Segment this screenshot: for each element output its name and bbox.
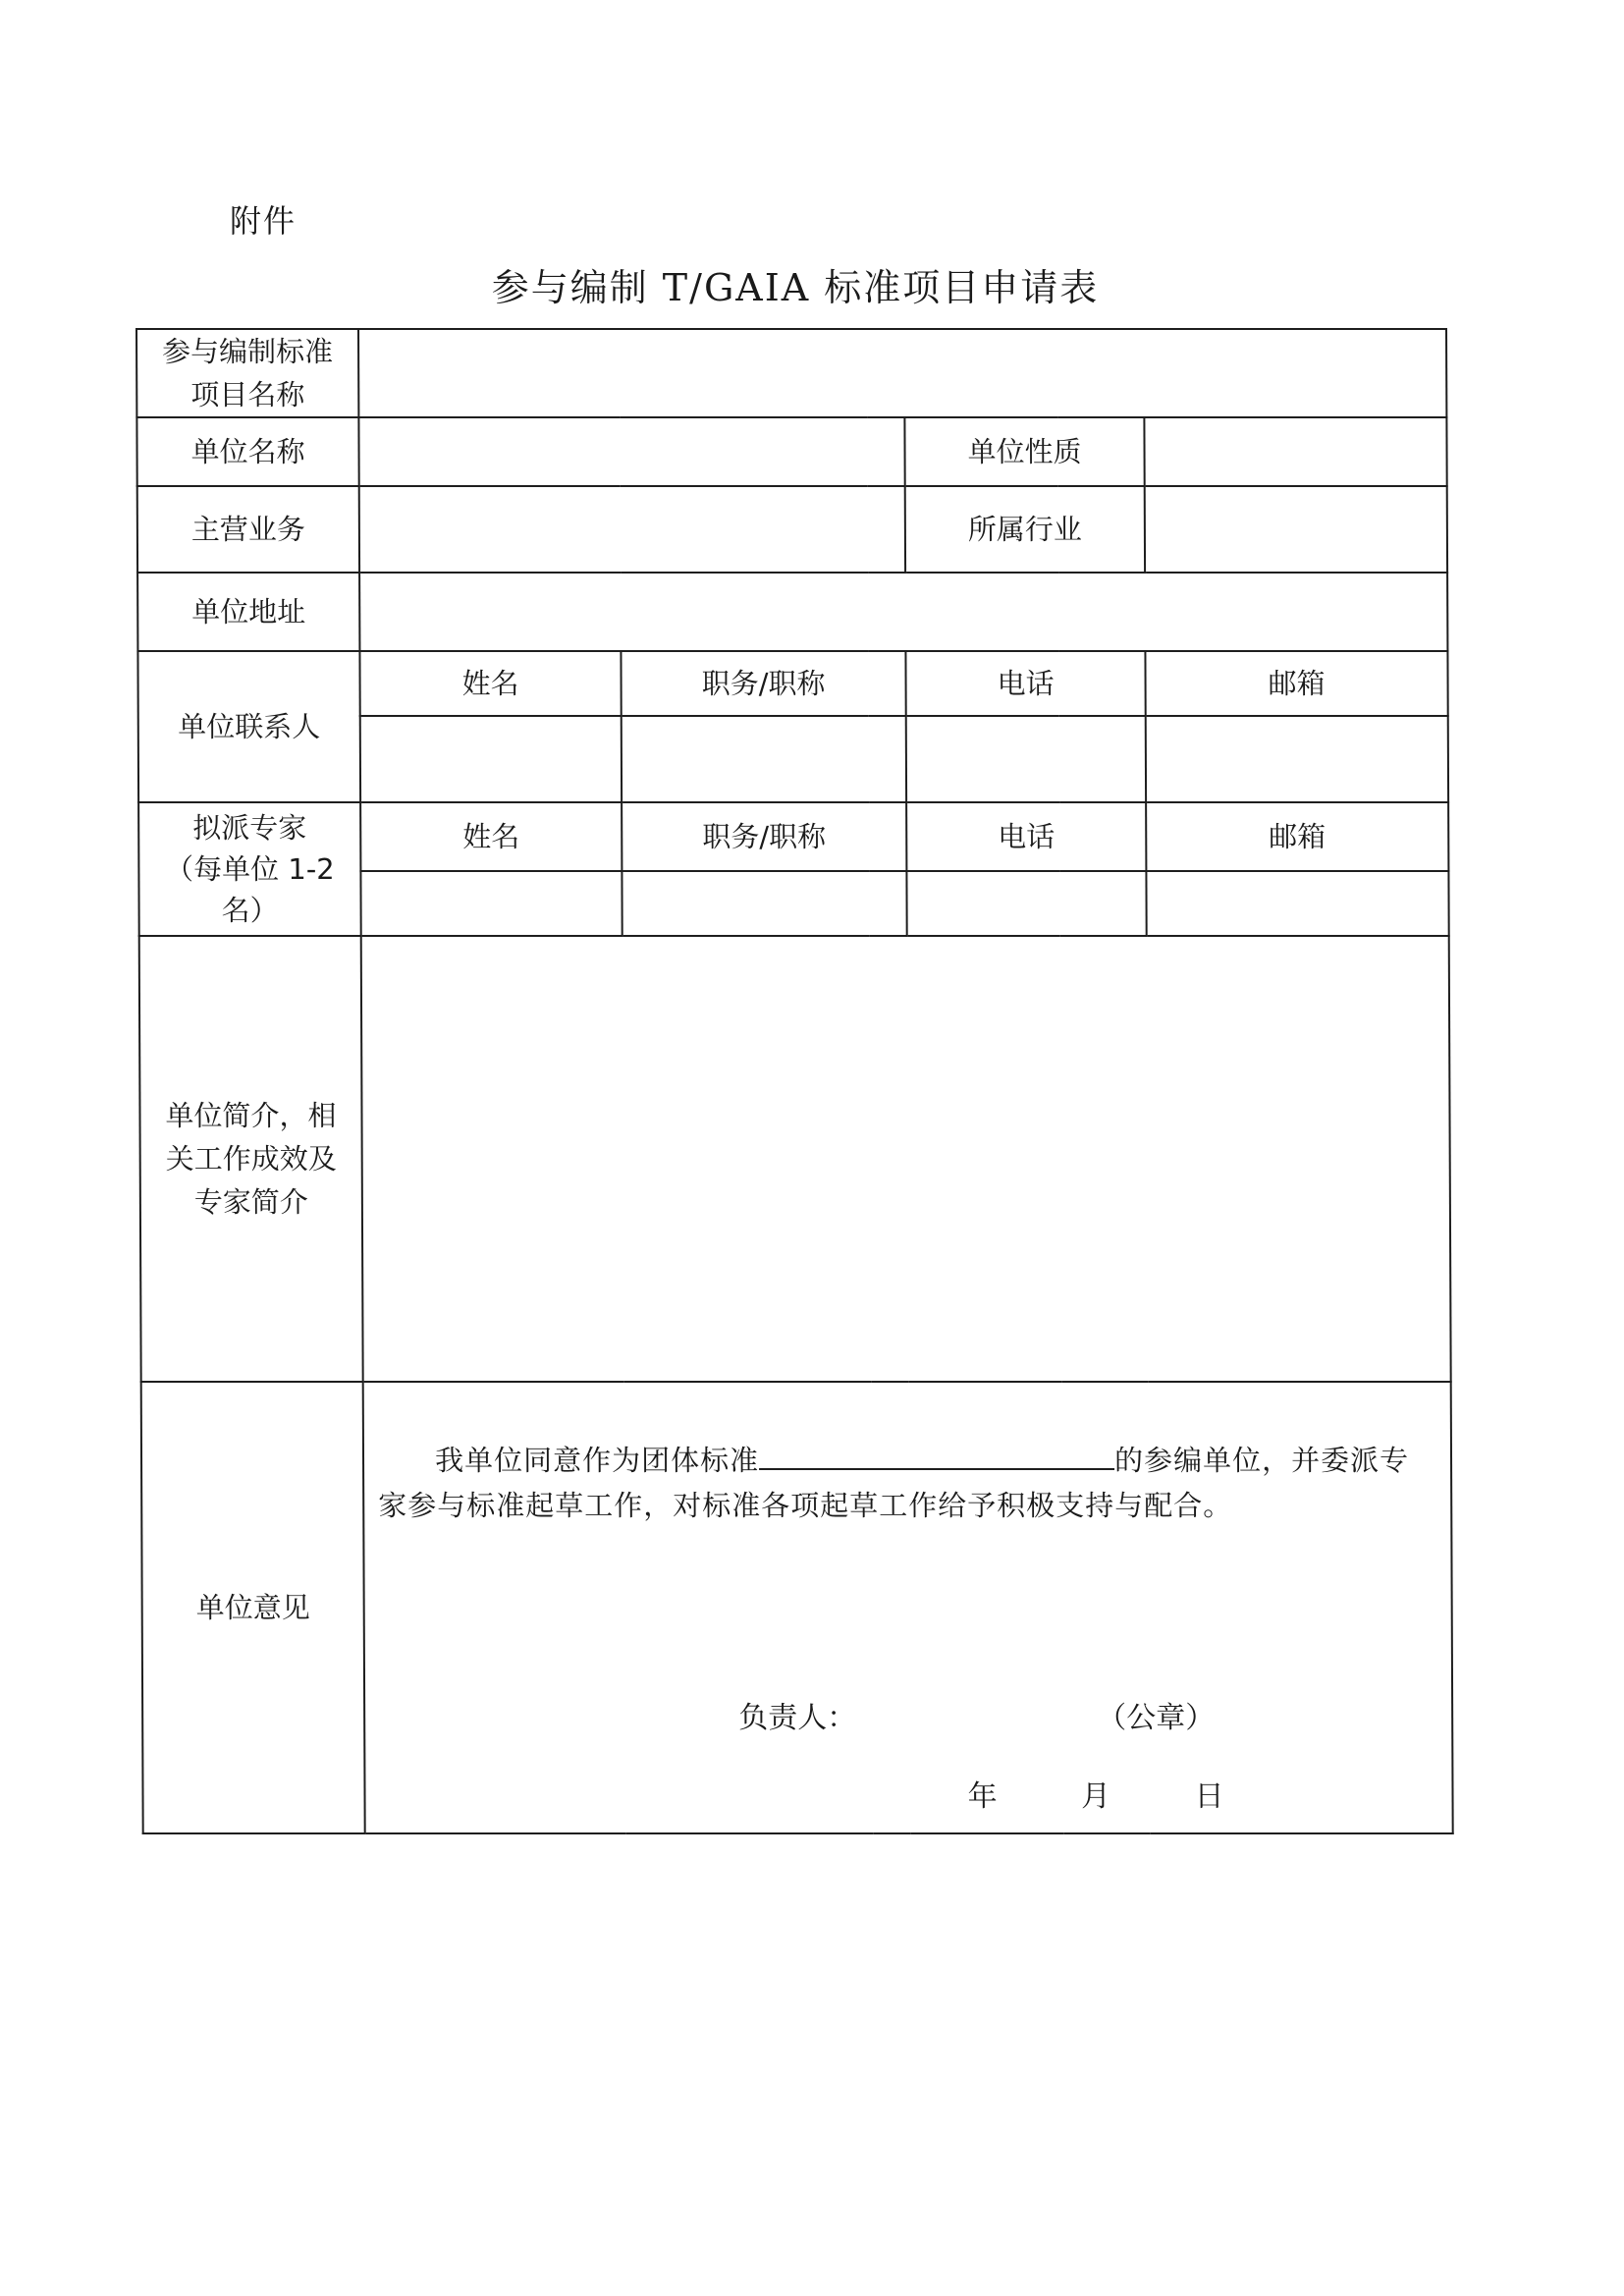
- signer-label: 负责人：: [738, 1701, 857, 1735]
- day-label: 日: [1194, 1779, 1224, 1814]
- opinion-statement: 我单位同意作为团体标准 的参编单位，并委派专家参与标准起草工作，对标准各项起草工作给予积极支持与配合。: [364, 1383, 1451, 1528]
- address-row: [137, 573, 1447, 651]
- application-form-table: [135, 328, 1454, 1834]
- year-label: 年: [967, 1779, 998, 1814]
- intro-label: 单位简介，相 关工作成效及 专家简介: [139, 936, 363, 1382]
- standard-name-blank[interactable]: [759, 1439, 1114, 1470]
- contact-col-name: 姓名: [359, 651, 621, 716]
- expert-col-email: 邮箱: [1146, 802, 1448, 871]
- project-name-field[interactable]: [358, 329, 1446, 417]
- month-label: 月: [1080, 1779, 1111, 1814]
- org-nature-label: 单位性质: [904, 417, 1144, 486]
- opinion-row: [141, 1382, 1453, 1833]
- intro-field[interactable]: [361, 936, 1451, 1382]
- date-line: [967, 1776, 1261, 1819]
- intro-row: [139, 936, 1451, 1382]
- expert-phone-field[interactable]: [906, 871, 1146, 936]
- expert-email-field[interactable]: [1146, 871, 1448, 936]
- project-name-row: [136, 329, 1446, 417]
- main-business-row: [137, 486, 1447, 573]
- expert-header-row: [138, 802, 1448, 871]
- attachment-label: 附件: [230, 202, 298, 240]
- form-title: 参与编制 T/GAIA 标准项目申请表: [491, 266, 1100, 309]
- industry-field[interactable]: [1145, 486, 1447, 573]
- industry-label: 所属行业: [905, 486, 1145, 573]
- contact-title-field[interactable]: [622, 716, 906, 802]
- contact-phone-field[interactable]: [906, 716, 1146, 802]
- org-nature-field[interactable]: [1144, 417, 1446, 486]
- org-name-field[interactable]: [358, 417, 904, 486]
- org-name-label: 单位名称: [136, 417, 358, 486]
- address-label: 单位地址: [137, 573, 359, 651]
- contact-name-field[interactable]: [360, 716, 622, 802]
- org-name-row: [136, 417, 1446, 486]
- opinion-field: [363, 1382, 1453, 1833]
- main-business-field[interactable]: [359, 486, 905, 573]
- contact-email-field[interactable]: [1146, 716, 1448, 802]
- contact-header-row: [137, 651, 1447, 716]
- expert-col-phone: 电话: [906, 802, 1146, 871]
- address-field[interactable]: [359, 573, 1447, 651]
- opinion-label: 单位意见: [141, 1382, 365, 1833]
- contact-col-phone: 电话: [905, 651, 1145, 716]
- project-name-label: 参与编制标准 项目名称: [136, 329, 358, 417]
- contact-col-email: 邮箱: [1145, 651, 1447, 716]
- expert-col-name: 姓名: [360, 802, 622, 871]
- contact-col-title: 职务/职称: [621, 651, 905, 716]
- expert-col-title: 职务/职称: [622, 802, 906, 871]
- contact-label: 单位联系人: [137, 651, 360, 802]
- expert-title-field[interactable]: [622, 871, 906, 936]
- main-business-label: 主营业务: [137, 486, 359, 573]
- seal-label: （公章）: [1097, 1701, 1216, 1735]
- expert-label: 拟派专家 （每单位 1-2 名）: [138, 802, 361, 936]
- expert-name-field[interactable]: [360, 871, 622, 936]
